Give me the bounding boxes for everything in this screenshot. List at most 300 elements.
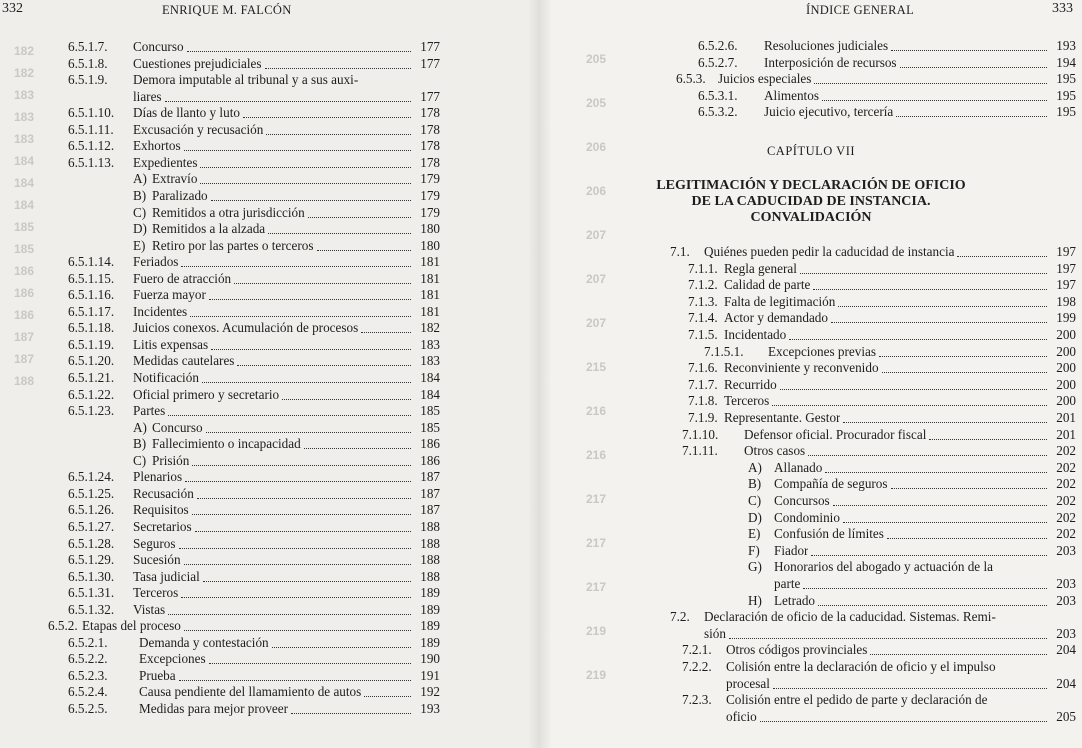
- toc-entry-title: Excusación y recusación: [133, 121, 264, 137]
- toc-entry-page: 202: [1056, 476, 1076, 492]
- toc-entry: [726, 675, 1076, 693]
- toc-entry-page: 200: [1056, 393, 1076, 409]
- toc-entry-number: 6.5.3.2.: [698, 104, 738, 119]
- dot-leader: [825, 471, 1047, 473]
- toc-entry-page: 181: [420, 303, 440, 319]
- dot-leader: [364, 695, 411, 697]
- dot-leader: [192, 513, 411, 515]
- dot-leader: [181, 265, 411, 267]
- toc-entry: [68, 286, 440, 304]
- dot-leader: [879, 355, 1047, 357]
- dot-leader: [957, 255, 1047, 257]
- bleed-through-number: 216: [586, 404, 607, 418]
- toc-entry-title: Fuero de atracción: [133, 270, 232, 286]
- toc-entry-page: 204: [1056, 675, 1076, 691]
- dot-leader: [780, 388, 1047, 390]
- toc-entry-title: Extravío: [152, 171, 198, 187]
- toc-entry-number: 6.5.1.21.: [68, 370, 115, 385]
- toc-entry-number: 6.5.1.30.: [68, 568, 115, 584]
- toc-entry-title: Remitidos a la alzada: [152, 221, 266, 237]
- toc-entry-title: Actor y demandado: [724, 310, 828, 326]
- toc-entry-title: Días de llanto y luto: [133, 105, 240, 121]
- toc-entry-page: 177: [420, 39, 440, 54]
- toc-entry-title: Concurso: [152, 419, 203, 435]
- toc-entry-page: 178: [420, 105, 440, 121]
- dot-leader: [192, 464, 411, 466]
- dot-leader: [838, 305, 1047, 307]
- toc-entry-number: 6.5.1.14.: [68, 254, 115, 270]
- toc-entry-title: Alimentos: [764, 87, 819, 103]
- dot-leader: [891, 487, 1047, 489]
- toc-entry: [68, 336, 440, 354]
- dot-leader: [197, 497, 411, 499]
- toc-entry-number: 6.5.1.18.: [68, 320, 115, 336]
- toc-entry-number: 6.5.1.8.: [68, 55, 108, 71]
- toc-entry: [68, 154, 440, 172]
- toc-entry-title: Oficial primero y secretario: [133, 386, 280, 402]
- dot-leader: [308, 216, 411, 218]
- bleed-through-number: 205: [586, 52, 607, 66]
- toc-entry-number: 6.5.1.15.: [68, 270, 115, 286]
- toc-entry-number: 7.1.9.: [688, 410, 718, 425]
- bleed-through-number: 182: [14, 44, 35, 58]
- toc-entry-title: Retiro por las partes o terceros: [152, 237, 314, 253]
- right-running-head: ÍNDICE GENERAL: [806, 3, 915, 17]
- toc-entry-number: A): [133, 171, 147, 187]
- toc-entry-title: Juicios especiales: [718, 71, 812, 86]
- toc-entry: [688, 309, 1076, 327]
- toc-entry-title: Fiador: [774, 542, 809, 558]
- dot-leader: [200, 182, 411, 184]
- toc-entry: [68, 104, 440, 122]
- bleed-through-number: 188: [14, 374, 35, 388]
- toc-entry: [748, 492, 1076, 510]
- toc-entry-number: 6.5.1.27.: [68, 518, 115, 534]
- toc-entry-number: 7.1.4.: [688, 310, 718, 326]
- toc-entry-page: 197: [1056, 244, 1076, 259]
- toc-entry-number: 6.5.2.2.: [68, 651, 108, 667]
- toc-entry-page: 197: [1056, 277, 1076, 293]
- dot-leader: [234, 282, 411, 284]
- toc-entry-number: 6.5.1.22.: [68, 386, 115, 402]
- toc-entry-title: oficio: [726, 708, 757, 724]
- bleed-through-number: 186: [14, 308, 35, 322]
- dot-leader: [729, 637, 1047, 639]
- toc-entry-number: 6.5.1.26.: [68, 502, 115, 518]
- dot-leader: [772, 404, 1047, 406]
- toc-entry-page: 201: [1056, 426, 1076, 442]
- toc-entry: [68, 369, 440, 387]
- toc-entry-number: C): [133, 204, 147, 220]
- toc-entry: [68, 319, 440, 337]
- toc-entry-title: Feriados: [133, 254, 179, 270]
- toc-entry: [698, 103, 1076, 121]
- dot-leader: [870, 653, 1047, 655]
- toc-entry-page: 183: [420, 336, 440, 352]
- dot-leader: [184, 149, 411, 151]
- toc-entry-page: 189: [420, 618, 440, 634]
- toc-entry-title: Concurso: [133, 39, 184, 54]
- bleed-through-number: 183: [14, 110, 35, 124]
- toc-entry-page: 189: [420, 601, 440, 617]
- toc-entry-number: E): [748, 526, 761, 542]
- toc-entry: [670, 608, 1076, 626]
- toc-entry-title: Otros casos: [744, 443, 806, 459]
- toc-entry-title: Tasa judicial: [133, 568, 200, 584]
- dot-leader: [203, 580, 411, 582]
- toc-entry-page: 185: [420, 403, 440, 419]
- dot-leader: [184, 629, 411, 631]
- toc-entry-page: 200: [1056, 327, 1076, 342]
- bleed-through-number: 207: [586, 228, 607, 242]
- toc-entry-page: 189: [420, 634, 440, 650]
- toc-entry: [133, 204, 440, 222]
- toc-entry-page: 203: [1056, 576, 1076, 591]
- bleed-through-number: 187: [14, 352, 35, 366]
- toc-entry: [133, 88, 440, 106]
- toc-entry-page: 200: [1056, 343, 1076, 359]
- bleed-through-number: 219: [586, 668, 607, 682]
- toc-entry: [698, 54, 1076, 72]
- toc-entry-title: Otros códigos provinciales: [726, 642, 868, 658]
- toc-entry-title: Declaración de oficio de la caducidad. Sistemas. Remi-: [704, 609, 996, 625]
- bleed-through-number: 183: [14, 88, 35, 102]
- toc-entry-number: 7.1.3.: [688, 293, 718, 309]
- toc-entry-title: Colisión entre la declaración de oficio y el impulso: [726, 659, 996, 674]
- toc-entry: [133, 237, 440, 255]
- toc-entry-number: B): [133, 436, 147, 452]
- toc-entry-page: 204: [1056, 642, 1076, 658]
- bleed-through-number: 184: [14, 176, 35, 190]
- toc-entry-title: Terceros: [133, 585, 179, 601]
- toc-entry-page: 195: [1056, 71, 1076, 86]
- toc-entry-page: 195: [1056, 87, 1076, 103]
- toc-entry-number: 7.1.11.: [682, 443, 718, 459]
- toc-entry-page: 200: [1056, 376, 1076, 392]
- bleed-through-number: 217: [586, 492, 607, 506]
- toc-entry-page: 195: [1056, 104, 1076, 119]
- toc-entry-number: A): [748, 459, 762, 475]
- toc-entry: [68, 121, 440, 139]
- bleed-through-number: 183: [14, 132, 35, 146]
- toc-entry-number: 6.5.2.4.: [68, 684, 108, 700]
- toc-entry: [68, 667, 440, 685]
- dot-leader: [900, 66, 1047, 68]
- toc-entry-page: 185: [420, 419, 440, 435]
- dot-leader: [190, 315, 411, 317]
- toc-entry-page: 181: [420, 287, 440, 303]
- toc-entry: [688, 359, 1076, 377]
- toc-entry: [68, 501, 440, 519]
- bleed-through-number: 219: [586, 624, 607, 638]
- dot-leader: [887, 537, 1047, 539]
- toc-entry-page: 187: [420, 502, 440, 518]
- toc-entry-number: 6.5.2.7.: [698, 54, 738, 70]
- toc-entry-title: liares: [133, 88, 162, 104]
- toc-entry: [676, 70, 1076, 88]
- toc-entry-page: 180: [420, 221, 440, 237]
- toc-entry: [133, 220, 440, 238]
- dot-leader: [200, 166, 411, 168]
- dot-leader: [789, 338, 1047, 340]
- toc-entry-number: 6.5.1.19.: [68, 336, 115, 352]
- dot-leader: [272, 646, 411, 648]
- toc-entry-page: 188: [420, 535, 440, 551]
- toc-entry-number: 6.5.1.16.: [68, 287, 115, 303]
- toc-entry-number: 7.2.3.: [682, 692, 712, 708]
- toc-entry-title: Demanda y contestación: [139, 634, 269, 650]
- bleed-through-number: 187: [14, 330, 35, 344]
- dot-leader: [268, 232, 411, 234]
- toc-entry-page: 179: [420, 171, 440, 187]
- toc-entry: [68, 468, 440, 486]
- dot-leader: [317, 249, 412, 251]
- toc-entry-page: 188: [420, 552, 440, 568]
- dot-leader: [266, 133, 411, 135]
- toc-entry: [682, 641, 1076, 659]
- toc-entry: [688, 376, 1076, 394]
- toc-entry-title: Cuestiones prejudiciales: [133, 55, 262, 71]
- toc-entry: [68, 485, 440, 503]
- dot-leader: [813, 288, 1047, 290]
- toc-entry-page: 186: [420, 452, 440, 468]
- toc-entry-page: 181: [420, 270, 440, 286]
- dot-leader: [814, 82, 1047, 84]
- toc-entry-title: Representante. Gestor: [724, 410, 841, 425]
- toc-entry-title: Plenarios: [133, 469, 183, 485]
- bleed-through-number: 184: [14, 198, 35, 212]
- toc-entry-title: Fuerza mayor: [133, 287, 206, 303]
- toc-entry: [68, 518, 440, 536]
- toc-entry-page: 184: [420, 370, 440, 385]
- toc-entry-title: Partes: [133, 403, 166, 419]
- toc-entry-title: Prueba: [139, 667, 176, 683]
- dot-leader: [808, 454, 1047, 456]
- toc-entry-page: 177: [420, 88, 440, 104]
- toc-entry-page: 186: [420, 436, 440, 452]
- chapter-title-line-1: LEGITIMACIÓN Y DECLARACIÓN DE OFICIO: [656, 178, 966, 193]
- toc-entry-title: sión: [704, 625, 726, 641]
- toc-entry: [133, 187, 440, 205]
- toc-entry-number: D): [133, 221, 147, 237]
- toc-entry-title: Interposición de recursos: [764, 54, 897, 70]
- toc-entry: [68, 386, 440, 404]
- bleed-through-number: 217: [586, 536, 607, 550]
- dot-leader: [760, 720, 1047, 722]
- dot-leader: [179, 679, 411, 681]
- toc-entry: [670, 243, 1076, 261]
- toc-entry: [748, 558, 1076, 576]
- dot-leader: [187, 50, 411, 52]
- toc-entry: [704, 343, 1076, 361]
- toc-entry-page: 197: [1056, 260, 1076, 276]
- dot-leader: [206, 431, 411, 433]
- toc-entry-number: 6.5.2.3.: [68, 667, 108, 683]
- dot-leader: [800, 272, 1047, 274]
- toc-entry: [68, 55, 440, 73]
- bleed-through-number: 186: [14, 264, 35, 278]
- toc-entry-page: 202: [1056, 493, 1076, 508]
- toc-entry-title: Paralizado: [152, 187, 208, 203]
- dot-leader: [896, 115, 1047, 117]
- toc-entry: [726, 708, 1076, 726]
- toc-entry-number: 6.5.3.1.: [698, 87, 738, 103]
- bleed-through-number: 185: [14, 242, 35, 256]
- toc-entry-title: Resoluciones judiciales: [764, 38, 889, 53]
- toc-entry: [68, 352, 440, 370]
- toc-entry-number: 7.2.1.: [682, 642, 712, 658]
- toc-entry-page: 202: [1056, 526, 1076, 542]
- toc-entry-page: 202: [1056, 509, 1076, 525]
- toc-entry-title: Juicios conexos. Acumulación de procesos: [133, 320, 359, 336]
- dot-leader: [168, 414, 411, 416]
- dot-leader: [843, 421, 1047, 423]
- toc-entry: [682, 442, 1076, 460]
- toc-entry-number: 7.1.10.: [682, 426, 719, 442]
- toc-entry-page: 205: [1056, 708, 1076, 724]
- bleed-through-number: 206: [586, 184, 607, 198]
- dot-leader: [209, 298, 411, 300]
- toc-entry-title: Confusión de límites: [774, 526, 884, 542]
- toc-entry-number: 6.5.2.: [48, 618, 78, 634]
- toc-entry-number: 7.2.: [670, 609, 690, 625]
- toc-entry: [68, 253, 440, 271]
- dot-leader: [165, 100, 411, 102]
- toc-entry-title: Exhortos: [133, 138, 181, 154]
- toc-entry: [682, 658, 1076, 676]
- dot-leader: [243, 116, 411, 118]
- dot-leader: [282, 398, 411, 400]
- dot-leader: [195, 530, 411, 532]
- right-page-number: 333: [1052, 1, 1073, 16]
- toc-entry: [68, 634, 440, 652]
- dot-leader: [184, 563, 411, 565]
- toc-entry: [688, 392, 1076, 410]
- toc-entry-title: Remitidos a otra jurisdicción: [152, 204, 305, 220]
- toc-entry-page: 202: [1056, 443, 1076, 459]
- toc-entry-page: 177: [420, 55, 440, 71]
- left-running-head: ENRIQUE M. FALCÓN: [162, 3, 292, 17]
- toc-entry: [774, 575, 1076, 593]
- toc-entry-number: 6.5.2.1.: [68, 634, 108, 650]
- toc-entry-title: Reconviniente y reconvenido: [724, 360, 879, 376]
- bleed-through-number: 217: [586, 580, 607, 594]
- toc-entry-title: Medidas cautelares: [133, 353, 235, 369]
- toc-entry: [68, 137, 440, 155]
- toc-entry-number: C): [133, 452, 147, 468]
- toc-entry: [48, 617, 440, 635]
- toc-entry-page: 202: [1056, 459, 1076, 475]
- dot-leader: [237, 364, 411, 366]
- toc-entry-title: Recurrido: [724, 376, 777, 392]
- toc-entry-number: 6.5.1.17.: [68, 303, 115, 319]
- toc-entry-page: 194: [1056, 54, 1076, 70]
- toc-entry-page: 190: [420, 651, 440, 667]
- toc-entry-title: Notificación: [133, 370, 199, 385]
- toc-entry-title: Demora imputable al tribunal y a sus auxi-: [133, 72, 359, 88]
- bleed-through-number: 184: [14, 154, 35, 168]
- dot-leader: [833, 504, 1047, 506]
- toc-entry-number: 6.5.1.9.: [68, 72, 108, 88]
- toc-entry: [68, 584, 440, 602]
- toc-entry: [748, 542, 1076, 560]
- toc-entry: [68, 568, 440, 586]
- toc-entry-number: 6.5.1.25.: [68, 485, 115, 501]
- toc-entry-title: Terceros: [724, 393, 770, 409]
- toc-entry-title: Vistas: [133, 601, 166, 617]
- toc-entry-page: 178: [420, 138, 440, 154]
- toc-entry-title: Calidad de parte: [724, 277, 811, 293]
- toc-entry-title: Secretarios: [133, 518, 192, 534]
- toc-entry-page: 203: [1056, 542, 1076, 558]
- dot-leader: [179, 547, 412, 549]
- toc-entry-title: Letrado: [774, 592, 816, 608]
- toc-entry-title: Sucesión: [133, 552, 181, 568]
- toc-entry: [68, 551, 440, 569]
- toc-entry-title: Honorarios del abogado y actuación de la: [774, 559, 993, 575]
- toc-entry-number: 6.5.2.5.: [68, 701, 108, 716]
- toc-entry: [133, 452, 440, 470]
- toc-entry-number: 6.5.1.13.: [68, 154, 115, 170]
- toc-entry-page: 188: [420, 518, 440, 534]
- toc-entry-number: 6.5.1.7.: [68, 39, 108, 54]
- toc-entry-title: Allanado: [774, 459, 823, 475]
- toc-entry: [688, 260, 1076, 278]
- toc-entry-title: Litis expensas: [133, 336, 209, 352]
- toc-entry: [748, 509, 1076, 527]
- chapter-title-line-2: DE LA CADUCIDAD DE INSTANCIA.: [691, 194, 931, 209]
- dot-leader: [202, 381, 411, 383]
- toc-entry-page: 188: [420, 568, 440, 584]
- toc-entry-number: 7.1.8.: [688, 393, 718, 409]
- toc-entry-number: 6.5.1.29.: [68, 552, 115, 568]
- toc-entry: [68, 683, 440, 701]
- toc-entry-page: 199: [1056, 310, 1076, 326]
- bleed-through-number: 206: [586, 140, 607, 154]
- dot-leader: [818, 604, 1047, 606]
- toc-entry-number: E): [133, 237, 146, 253]
- toc-entry: [748, 525, 1076, 543]
- toc-entry-page: 203: [1056, 625, 1076, 641]
- toc-entry-number: 7.1.1.: [688, 260, 718, 276]
- toc-entry-number: 7.2.2.: [682, 659, 712, 674]
- toc-entry-title: Incidentes: [133, 303, 188, 319]
- toc-entry-number: F): [748, 542, 760, 558]
- toc-entry-number: H): [748, 592, 762, 608]
- toc-entry: [688, 326, 1076, 344]
- toc-entry-page: 200: [1056, 360, 1076, 376]
- toc-entry-number: 6.5.1.20.: [68, 353, 115, 369]
- toc-entry-page: 184: [420, 386, 440, 402]
- toc-entry-title: Etapas del proceso: [82, 618, 181, 634]
- toc-entry-page: 192: [420, 684, 440, 700]
- toc-entry-page: 187: [420, 485, 440, 501]
- toc-entry: [133, 435, 440, 453]
- toc-entry-page: 198: [1056, 293, 1076, 309]
- toc-entry-title: procesal: [726, 675, 770, 691]
- toc-entry: [68, 402, 440, 420]
- toc-entry-number: 6.5.1.31.: [68, 585, 115, 601]
- toc-entry-title: Causa pendiente del llamamiento de autos: [139, 684, 362, 700]
- bleed-through-number: 205: [586, 96, 607, 110]
- toc-entry-page: 193: [420, 701, 440, 716]
- toc-entry: [133, 170, 440, 188]
- toc-entry-number: 7.1.2.: [688, 277, 718, 293]
- toc-entry: [68, 650, 440, 668]
- toc-entry-title: Incidentado: [724, 327, 787, 342]
- bleed-through-number: 186: [14, 286, 35, 300]
- toc-entry-number: 6.5.1.11.: [68, 121, 114, 137]
